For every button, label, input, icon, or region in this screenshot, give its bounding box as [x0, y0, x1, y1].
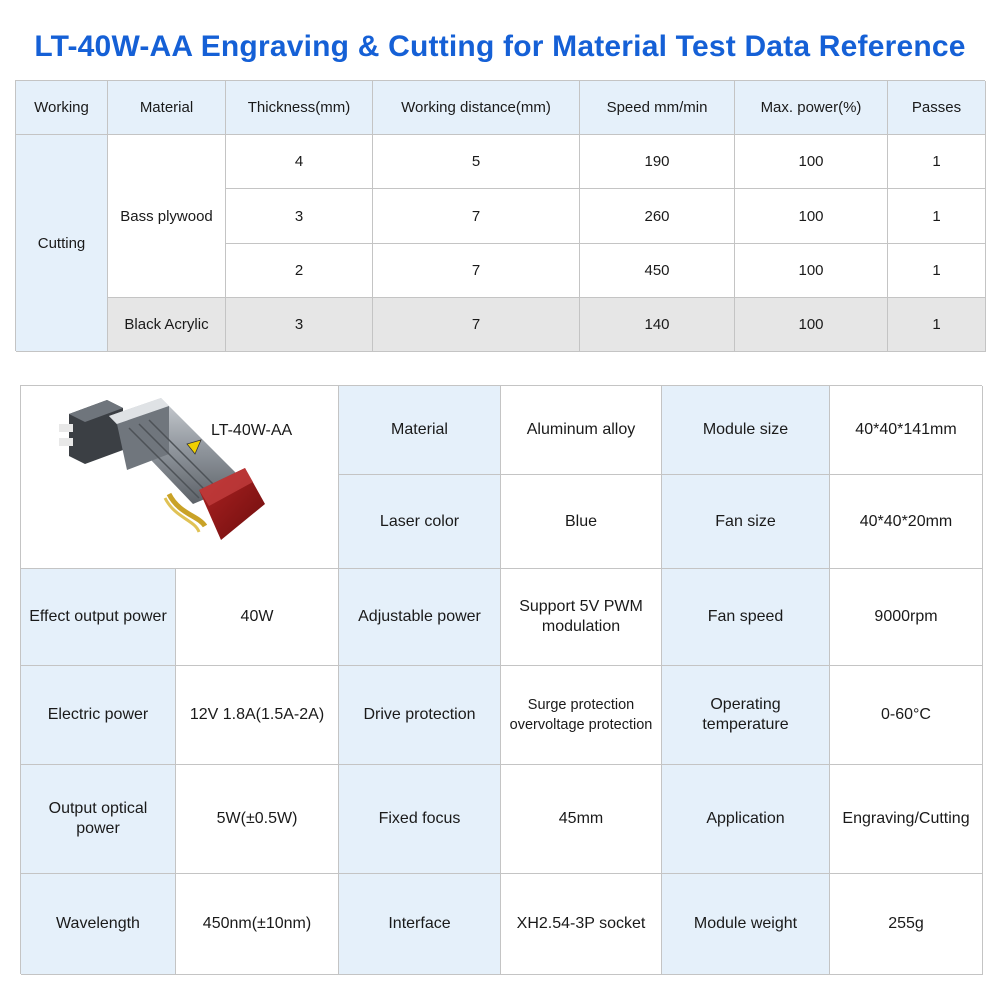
- spec-value-module-weight: 255g: [830, 874, 983, 975]
- spec-label-fan-speed: Fan speed: [662, 569, 830, 666]
- spec-label-fan-size: Fan size: [662, 475, 830, 569]
- cell-power: 100: [735, 298, 888, 352]
- spec-value-adjustable-power: Support 5V PWM modulation: [501, 569, 662, 666]
- material-cell-black-acrylic: Black Acrylic: [108, 298, 226, 352]
- spec-label-output-optical-power: Output optical power: [21, 765, 176, 874]
- header-passes: Passes: [888, 81, 986, 135]
- working-cell-cutting: Cutting: [16, 135, 108, 352]
- spec-value-effect-output-power: 40W: [176, 569, 339, 666]
- spec-value-output-optical-power: 5W(±0.5W): [176, 765, 339, 874]
- spec-label-module-weight: Module weight: [662, 874, 830, 975]
- spec-label-adjustable-power: Adjustable power: [339, 569, 501, 666]
- material-test-table: [15, 80, 985, 351]
- spec-label-operating-temperature: Operating temperature: [662, 666, 830, 765]
- cell-speed: 260: [580, 189, 735, 244]
- spec-label-electric-power: Electric power: [21, 666, 176, 765]
- cell-speed: 190: [580, 135, 735, 189]
- spec-label-interface: Interface: [339, 874, 501, 975]
- cell-distance: 5: [373, 135, 580, 189]
- cell-passes: 1: [888, 135, 986, 189]
- cell-speed: 450: [580, 244, 735, 298]
- spec-label-effect-output-power: Effect output power: [21, 569, 176, 666]
- cell-power: 100: [735, 135, 888, 189]
- spec-label-application: Application: [662, 765, 830, 874]
- page-title: LT-40W-AA Engraving & Cutting for Material Test Data Reference: [34, 30, 966, 63]
- header-thickness: Thickness(mm): [226, 81, 373, 135]
- spec-value-electric-power: 12V 1.8A(1.5A-2A): [176, 666, 339, 765]
- cell-speed: 140: [580, 298, 735, 352]
- cell-passes: 1: [888, 298, 986, 352]
- cell-thickness: 4: [226, 135, 373, 189]
- spec-value-drive-protection: Surge protection overvoltage protection: [501, 666, 662, 765]
- spec-value-material: Aluminum alloy: [501, 386, 662, 475]
- spec-value-module-size: 40*40*141mm: [830, 386, 983, 475]
- spec-value-fan-speed: 9000rpm: [830, 569, 983, 666]
- cell-passes: 1: [888, 189, 986, 244]
- spec-table: [20, 385, 982, 974]
- spec-value-operating-temperature: 0-60°C: [830, 666, 983, 765]
- spec-value-interface: XH2.54-3P socket: [501, 874, 662, 975]
- spec-label-fixed-focus: Fixed focus: [339, 765, 501, 874]
- cell-thickness: 3: [226, 298, 373, 352]
- cell-thickness: 3: [226, 189, 373, 244]
- spec-value-fixed-focus: 45mm: [501, 765, 662, 874]
- cell-distance: 7: [373, 298, 580, 352]
- spec-value-laser-color: Blue: [501, 475, 662, 569]
- cell-power: 100: [735, 244, 888, 298]
- cell-power: 100: [735, 189, 888, 244]
- spec-value-wavelength: 450nm(±10nm): [176, 874, 339, 975]
- header-speed: Speed mm/min: [580, 81, 735, 135]
- header-material: Material: [108, 81, 226, 135]
- spec-label-material: Material: [339, 386, 501, 475]
- laser-module-image: [49, 394, 269, 554]
- spec-value-fan-size: 40*40*20mm: [830, 475, 983, 569]
- spec-value-application: Engraving/Cutting: [830, 765, 983, 874]
- spec-label-wavelength: Wavelength: [21, 874, 176, 975]
- header-working-distance: Working distance(mm): [373, 81, 580, 135]
- spec-label-drive-protection: Drive protection: [339, 666, 501, 765]
- cell-distance: 7: [373, 244, 580, 298]
- spec-label-laser-color: Laser color: [339, 475, 501, 569]
- product-model-label: LT-40W-AA: [211, 422, 293, 439]
- spec-label-module-size: Module size: [662, 386, 830, 475]
- header-working: Working: [16, 81, 108, 135]
- product-cell: [21, 386, 339, 569]
- cell-thickness: 2: [226, 244, 373, 298]
- material-cell-bass-plywood: Bass plywood: [108, 135, 226, 298]
- cell-passes: 1: [888, 244, 986, 298]
- cell-distance: 7: [373, 189, 580, 244]
- header-max-power: Max. power(%): [735, 81, 888, 135]
